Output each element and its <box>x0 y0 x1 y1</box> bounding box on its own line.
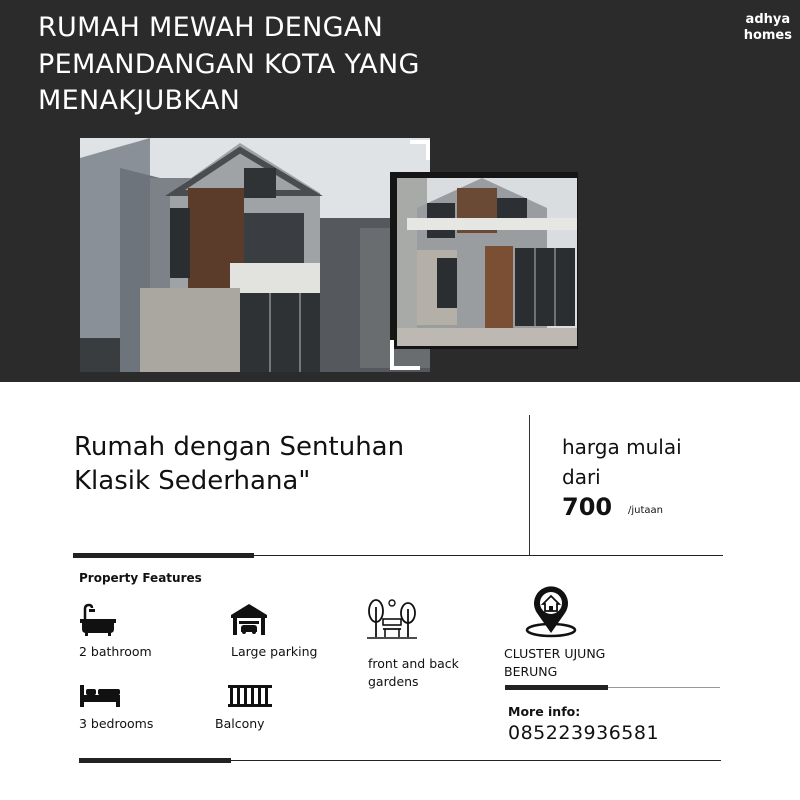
frame-corner-decoration <box>410 140 430 160</box>
headline-line-2: PEMANDANGAN KOTA YANG <box>38 48 420 80</box>
listing-subtitle <box>74 430 504 498</box>
bathtub-icon <box>79 603 117 637</box>
gardens-line-2: gardens <box>368 674 419 689</box>
house-photo-main <box>80 138 430 372</box>
vertical-divider <box>529 415 530 556</box>
location-label <box>504 645 605 681</box>
location-underline <box>505 687 720 688</box>
phone-number[interactable]: 085223936581 <box>508 722 660 744</box>
feature-label-balcony: Balcony <box>215 716 265 731</box>
feature-label-parking: Large parking <box>231 644 318 659</box>
location-line-1: CLUSTER UJUNG <box>504 646 606 661</box>
headline-line-3: MENAKJUBKAN <box>38 85 241 116</box>
divider-accent <box>73 553 254 558</box>
section-divider <box>73 555 723 556</box>
brand-line-1: adhya <box>745 12 791 27</box>
brand-line-2: homes <box>743 28 792 43</box>
balcony-icon <box>228 685 272 707</box>
location-underline-accent <box>505 685 608 690</box>
headline-line-1: RUMAH MEWAH DENGAN <box>38 12 384 43</box>
headline <box>38 10 558 120</box>
footer-divider <box>79 760 721 761</box>
more-info-label: More info: <box>508 704 581 719</box>
gardens-line-1: front and back <box>368 656 459 671</box>
garden-icon <box>367 597 417 641</box>
location-pin-icon <box>524 586 578 638</box>
bed-icon <box>79 683 121 707</box>
header-banner <box>0 0 800 382</box>
feature-label-bedrooms: 3 bedrooms <box>79 716 154 731</box>
feature-label-bathroom: 2 bathroom <box>79 644 152 659</box>
price-value: 700 <box>562 493 613 521</box>
frame-corner-decoration-2 <box>390 340 420 370</box>
subtitle-line-2: Klasik Sederhana" <box>74 466 311 496</box>
garage-icon <box>230 603 268 635</box>
price-label-line-1: harga mulai <box>562 435 682 459</box>
location-line-2: BERUNG <box>504 664 558 679</box>
features-title: Property Features <box>79 571 202 585</box>
footer-divider-accent <box>79 758 231 763</box>
subtitle-line-1: Rumah dengan Sentuhan <box>74 432 405 462</box>
price-label-line-2: dari <box>562 465 601 489</box>
feature-label-gardens <box>368 655 459 691</box>
brand-logo <box>744 12 792 44</box>
price-label <box>562 432 682 492</box>
price-unit: /jutaan <box>628 505 663 516</box>
house-photo-secondary <box>397 178 577 346</box>
